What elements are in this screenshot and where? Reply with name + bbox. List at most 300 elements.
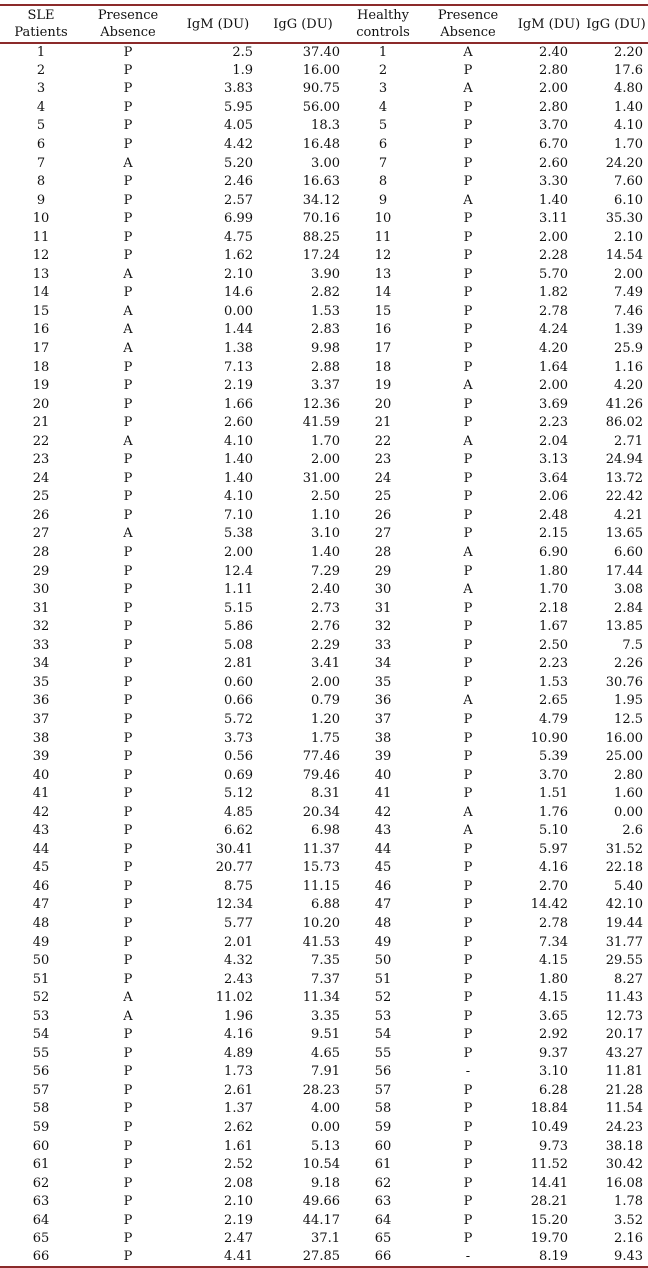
- sle-patient-id-cell: 58: [32, 1101, 50, 1117]
- sle-igm-cell: 4.16: [224, 1027, 253, 1043]
- sle-igg-cell: 17.24: [302, 248, 340, 264]
- sle-igg-cell: 37.1: [311, 1231, 340, 1247]
- table-body: [0, 43, 648, 1267]
- sle-igg-cell: 6.88: [311, 897, 340, 913]
- table-row: [0, 136, 648, 155]
- control-id-cell: 16: [374, 322, 392, 338]
- control-presence-cell: P: [463, 118, 473, 134]
- sle-presence-cell: P: [123, 229, 133, 245]
- control-presence-cell: P: [463, 934, 473, 950]
- control-id-cell: 9: [378, 192, 388, 208]
- table-row: [0, 655, 648, 674]
- sle-igg-cell: 0.00: [311, 1119, 340, 1135]
- control-id-cell: 61: [374, 1157, 392, 1173]
- control-presence-cell: A: [463, 81, 473, 97]
- control-igg-cell: 29.55: [605, 953, 643, 969]
- control-id-cell: 17: [374, 341, 392, 357]
- sle-igg-cell: 18.3: [311, 118, 340, 134]
- control-presence-cell: P: [463, 897, 473, 913]
- sle-igg-cell: 2.00: [311, 452, 340, 468]
- sle-patient-id-cell: 9: [36, 192, 46, 208]
- control-id-cell: 60: [374, 1138, 392, 1154]
- sle-igm-cell: 2.60: [224, 415, 253, 431]
- sle-patient-id-cell: 16: [32, 322, 50, 338]
- control-presence-cell: P: [463, 1027, 473, 1043]
- sle-presence-cell: P: [123, 823, 133, 839]
- table-row: [0, 711, 648, 730]
- sle-patient-id-cell: 18: [32, 359, 50, 375]
- control-id-cell: 25: [374, 489, 392, 505]
- control-presence-cell: P: [463, 359, 473, 375]
- control-igm-cell: 2.28: [539, 248, 568, 264]
- control-presence-cell: P: [463, 786, 473, 802]
- sle-presence-cell: P: [123, 1194, 133, 1210]
- control-igm-cell: 5.97: [539, 841, 568, 857]
- sle-presence-cell: P: [123, 693, 133, 709]
- table-row: [0, 99, 648, 118]
- control-igm-cell: 2.18: [539, 600, 568, 616]
- sle-igm-cell: 5.72: [224, 711, 253, 727]
- control-id-cell: 12: [374, 248, 392, 264]
- control-igg-cell: 7.49: [614, 285, 643, 301]
- sle-igm-cell: 1.73: [224, 1064, 253, 1080]
- sle-patient-id-cell: 54: [32, 1027, 50, 1043]
- sle-patient-id-cell: 12: [32, 248, 50, 264]
- sle-igm-cell: 1.40: [224, 470, 253, 486]
- control-igg-cell: 35.30: [605, 211, 643, 227]
- control-id-cell: 18: [374, 359, 392, 375]
- sle-patient-id-cell: 49: [32, 934, 50, 950]
- sle-presence-cell: P: [123, 174, 133, 190]
- control-presence-cell: A: [463, 582, 473, 598]
- sle-presence-cell: P: [123, 1101, 133, 1117]
- control-presence-cell: P: [463, 266, 473, 282]
- table-row: [0, 1026, 648, 1045]
- sle-igg-cell: 1.20: [311, 711, 340, 727]
- sle-igm-cell: 1.96: [224, 1008, 253, 1024]
- control-presence-cell: A: [463, 378, 473, 394]
- sle-presence-cell: P: [123, 44, 133, 60]
- table-row: [0, 896, 648, 915]
- sle-presence-cell: P: [123, 1157, 133, 1173]
- control-igm-cell: 2.00: [539, 378, 568, 394]
- control-presence-cell: P: [463, 137, 473, 152]
- control-igg-cell: 4.20: [614, 378, 643, 394]
- table-row: [0, 1137, 648, 1156]
- sle-igm-cell: 2.62: [224, 1119, 253, 1135]
- control-igg-cell: 43.27: [605, 1045, 643, 1061]
- sle-igm-cell: 5.86: [224, 619, 253, 635]
- control-igm-cell: 1.80: [539, 971, 568, 987]
- sle-presence-cell: P: [123, 637, 133, 653]
- sle-presence-cell: P: [123, 81, 133, 97]
- control-igm-cell: 1.80: [539, 563, 568, 579]
- control-presence-cell: P: [463, 953, 473, 969]
- table-row: [0, 1007, 648, 1026]
- control-presence-cell: P: [463, 322, 473, 338]
- sle-igg-cell: 34.12: [302, 192, 340, 208]
- sle-igm-cell: 1.62: [224, 248, 253, 264]
- sle-igg-cell: 7.91: [311, 1064, 340, 1080]
- sle-patient-id-cell: 53: [32, 1008, 50, 1024]
- sle-patient-id-cell: 64: [32, 1212, 50, 1228]
- table-row: [0, 191, 648, 210]
- sle-igg-cell: 4.00: [311, 1101, 340, 1117]
- sle-igg-cell: 16.48: [302, 137, 340, 152]
- control-igm-cell: 2.15: [539, 526, 568, 542]
- sle-igg-cell: 90.75: [302, 81, 340, 97]
- sle-igm-cell: 3.83: [224, 81, 253, 97]
- control-igm-cell: 4.24: [539, 322, 568, 338]
- control-igm-cell: 2.23: [539, 415, 568, 431]
- control-igg-cell: 2.20: [614, 44, 643, 60]
- sle-presence-cell: P: [123, 452, 133, 468]
- control-igg-cell: 0.00: [614, 804, 643, 820]
- control-igm-cell: 9.73: [539, 1138, 568, 1154]
- sle-igm-cell: 7.10: [224, 507, 253, 523]
- control-igm-cell: 1.82: [539, 285, 568, 301]
- control-presence-cell: P: [463, 1045, 473, 1061]
- sle-igm-cell: 2.52: [224, 1157, 253, 1173]
- sle-patient-id-cell: 38: [32, 730, 50, 746]
- control-presence-cell: P: [463, 767, 473, 783]
- table-row: [0, 321, 648, 340]
- control-igm-cell: 6.28: [539, 1082, 568, 1098]
- control-igg-cell: 1.95: [614, 693, 643, 709]
- table-row: [0, 432, 648, 451]
- control-id-cell: 44: [374, 841, 392, 857]
- sle-igm-cell: 20.77: [215, 860, 253, 876]
- table-row: [0, 729, 648, 748]
- header-presence-absence-controls: Presence Absence: [437, 8, 499, 40]
- sle-igm-cell: 6.62: [224, 823, 253, 839]
- sle-presence-cell: P: [123, 248, 133, 264]
- sle-patient-id-cell: 13: [32, 266, 50, 282]
- control-id-cell: 36: [374, 693, 392, 709]
- sle-igm-cell: 0.60: [224, 674, 253, 690]
- table-row: [0, 173, 648, 192]
- sle-patient-id-cell: 63: [32, 1194, 50, 1210]
- control-presence-cell: A: [463, 433, 473, 449]
- sle-igg-cell: 41.53: [302, 934, 340, 950]
- sle-patient-id-cell: 50: [32, 953, 50, 969]
- control-igm-cell: 2.00: [539, 81, 568, 97]
- sle-patient-id-cell: 35: [32, 674, 50, 690]
- table-row: [0, 228, 648, 247]
- table-row: [0, 470, 648, 489]
- control-presence-cell: P: [463, 303, 473, 319]
- sle-presence-cell: P: [123, 470, 133, 486]
- sle-patient-id-cell: 11: [32, 229, 50, 245]
- sle-igg-cell: 9.98: [311, 341, 340, 357]
- control-igg-cell: 2.00: [614, 266, 643, 282]
- control-igg-cell: 4.10: [614, 118, 643, 134]
- control-igg-cell: 7.46: [614, 303, 643, 319]
- control-presence-cell: P: [463, 1194, 473, 1210]
- sle-patient-id-cell: 19: [32, 378, 50, 394]
- control-id-cell: 49: [374, 934, 392, 950]
- control-igm-cell: 1.40: [539, 192, 568, 208]
- table-row: [0, 1230, 648, 1249]
- control-igm-cell: 2.80: [539, 99, 568, 115]
- control-igm-cell: 3.65: [539, 1008, 568, 1024]
- sle-presence-cell: P: [123, 841, 133, 857]
- table-row: [0, 1063, 648, 1082]
- sle-patient-id-cell: 20: [32, 396, 50, 412]
- sle-presence-cell: P: [123, 953, 133, 969]
- control-igm-cell: 3.70: [539, 767, 568, 783]
- sle-igg-cell: 10.20: [302, 915, 340, 931]
- control-igm-cell: 2.40: [539, 44, 568, 60]
- sle-patient-id-cell: 59: [32, 1119, 50, 1135]
- control-presence-cell: -: [465, 1064, 471, 1080]
- sle-patient-id-cell: 6: [36, 137, 46, 152]
- table-row: [0, 933, 648, 952]
- control-igm-cell: 4.15: [539, 953, 568, 969]
- control-id-cell: 50: [374, 953, 392, 969]
- control-id-cell: 34: [374, 656, 392, 672]
- control-igg-cell: 21.28: [605, 1082, 643, 1098]
- sle-igm-cell: 4.89: [224, 1045, 253, 1061]
- sle-igg-cell: 2.76: [311, 619, 340, 635]
- control-igm-cell: 14.41: [530, 1175, 568, 1191]
- control-igg-cell: 2.80: [614, 767, 643, 783]
- sle-presence-cell: P: [123, 897, 133, 913]
- control-igm-cell: 1.53: [539, 674, 568, 690]
- control-igm-cell: 1.67: [539, 619, 568, 635]
- sle-patient-id-cell: 33: [32, 637, 50, 653]
- control-igg-cell: 12.73: [605, 1008, 643, 1024]
- control-igm-cell: 2.65: [539, 693, 568, 709]
- control-presence-cell: P: [463, 470, 473, 486]
- control-igg-cell: 25.00: [605, 749, 643, 765]
- sle-patient-id-cell: 17: [32, 341, 50, 357]
- table-row: [0, 1100, 648, 1119]
- control-id-cell: 58: [374, 1101, 392, 1117]
- control-presence-cell: A: [463, 804, 473, 820]
- sle-patient-id-cell: 26: [32, 507, 50, 523]
- control-igg-cell: 2.16: [614, 1231, 643, 1247]
- control-presence-cell: A: [463, 693, 473, 709]
- control-presence-cell: A: [463, 545, 473, 561]
- table-row: [0, 989, 648, 1008]
- table-row: [0, 674, 648, 693]
- control-igg-cell: 12.5: [614, 711, 643, 727]
- sle-patient-id-cell: 37: [32, 711, 50, 727]
- control-igg-cell: 22.18: [605, 860, 643, 876]
- sle-igm-cell: 8.75: [224, 878, 253, 894]
- control-igg-cell: 24.94: [605, 452, 643, 468]
- header-igg-sle: IgG (DU): [273, 16, 333, 32]
- sle-igm-cell: 2.01: [224, 934, 253, 950]
- sle-igm-cell: 2.10: [224, 1194, 253, 1210]
- control-igm-cell: 2.06: [539, 489, 568, 505]
- sle-igm-cell: 1.61: [224, 1138, 253, 1154]
- sle-igm-cell: 4.10: [224, 433, 253, 449]
- sle-igg-cell: 8.31: [311, 786, 340, 802]
- control-igm-cell: 3.70: [539, 118, 568, 134]
- data-table: [0, 4, 648, 1268]
- table-row: [0, 544, 648, 563]
- sle-patient-id-cell: 43: [32, 823, 50, 839]
- sle-igm-cell: 12.34: [215, 897, 253, 913]
- control-id-cell: 4: [378, 99, 388, 115]
- table-row: [0, 1082, 648, 1101]
- sle-igg-cell: 15.73: [302, 860, 340, 876]
- control-presence-cell: P: [463, 526, 473, 542]
- sle-patient-id-cell: 36: [32, 693, 50, 709]
- control-igg-cell: 7.5: [622, 637, 643, 653]
- sle-igg-cell: 2.29: [311, 637, 340, 653]
- control-presence-cell: A: [463, 44, 473, 60]
- control-igg-cell: 4.21: [614, 507, 643, 523]
- sle-igg-cell: 49.66: [302, 1194, 340, 1210]
- sle-patient-id-cell: 8: [36, 174, 46, 190]
- sle-presence-cell: P: [123, 563, 133, 579]
- control-id-cell: 28: [374, 545, 392, 561]
- control-igm-cell: 4.15: [539, 990, 568, 1006]
- sle-igg-cell: 88.25: [302, 229, 340, 245]
- sle-presence-cell: P: [123, 1045, 133, 1061]
- sle-igg-cell: 16.00: [302, 62, 340, 78]
- sle-igm-cell: 6.99: [224, 211, 253, 227]
- table-row: [0, 414, 648, 433]
- control-presence-cell: P: [463, 1157, 473, 1173]
- control-igm-cell: 11.52: [530, 1157, 568, 1173]
- sle-igg-cell: 31.00: [302, 470, 340, 486]
- control-igm-cell: 1.76: [539, 804, 568, 820]
- sle-igg-cell: 7.37: [311, 971, 340, 987]
- header-igm-sle: IgM (DU): [186, 16, 250, 32]
- header-igm-controls: IgM (DU): [517, 16, 581, 32]
- control-presence-cell: A: [463, 823, 473, 839]
- control-presence-cell: P: [463, 341, 473, 357]
- sle-igg-cell: 11.37: [302, 841, 340, 857]
- control-igm-cell: 3.10: [539, 1064, 568, 1080]
- control-id-cell: 24: [374, 470, 392, 486]
- sle-igm-cell: 11.02: [215, 990, 253, 1006]
- sle-patient-id-cell: 42: [32, 804, 50, 820]
- control-presence-cell: P: [463, 452, 473, 468]
- sle-igm-cell: 2.19: [224, 1212, 253, 1228]
- control-id-cell: 26: [374, 507, 392, 523]
- sle-igg-cell: 3.00: [311, 155, 340, 171]
- sle-patient-id-cell: 60: [32, 1138, 50, 1154]
- control-igg-cell: 5.40: [614, 878, 643, 894]
- sle-igm-cell: 2.43: [224, 971, 253, 987]
- control-id-cell: 33: [374, 637, 392, 653]
- sle-presence-cell: P: [123, 600, 133, 616]
- control-igg-cell: 1.60: [614, 786, 643, 802]
- sle-igg-cell: 2.00: [311, 674, 340, 690]
- table-row: [0, 1156, 648, 1175]
- control-id-cell: 48: [374, 915, 392, 931]
- table-row: [0, 247, 648, 266]
- sle-patient-id-cell: 4: [36, 99, 46, 115]
- sle-presence-cell: P: [123, 62, 133, 78]
- control-igg-cell: 7.60: [614, 174, 643, 190]
- table-row: [0, 637, 648, 656]
- sle-patient-id-cell: 39: [32, 749, 50, 765]
- table-row: [0, 154, 648, 173]
- control-igm-cell: 4.16: [539, 860, 568, 876]
- sle-presence-cell: P: [123, 507, 133, 523]
- table-row: [0, 1119, 648, 1138]
- table-row: [0, 785, 648, 804]
- sle-igm-cell: 3.73: [224, 730, 253, 746]
- header-row: [0, 5, 648, 43]
- sle-igm-cell: 4.41: [224, 1249, 253, 1265]
- table-row: [0, 266, 648, 285]
- table-row: [0, 748, 648, 767]
- control-presence-cell: P: [463, 507, 473, 523]
- table-row: [0, 822, 648, 841]
- sle-igg-cell: 11.34: [302, 990, 340, 1006]
- sle-igm-cell: 5.38: [224, 526, 253, 542]
- sle-igg-cell: 56.00: [302, 99, 340, 115]
- table-row: [0, 1174, 648, 1193]
- sle-patient-id-cell: 55: [32, 1045, 50, 1061]
- control-igg-cell: 6.10: [614, 192, 643, 208]
- sle-igg-cell: 1.70: [311, 433, 340, 449]
- control-igm-cell: 2.78: [539, 915, 568, 931]
- sle-igm-cell: 5.95: [224, 99, 253, 115]
- sle-presence-cell: P: [123, 489, 133, 505]
- sle-igg-cell: 3.90: [311, 266, 340, 282]
- control-id-cell: 15: [374, 303, 392, 319]
- control-presence-cell: P: [463, 396, 473, 412]
- control-id-cell: 6: [378, 137, 388, 152]
- table-row: [0, 62, 648, 81]
- control-presence-cell: P: [463, 730, 473, 746]
- sle-presence-cell: P: [123, 878, 133, 894]
- control-igg-cell: 38.18: [605, 1138, 643, 1154]
- control-igm-cell: 5.10: [539, 823, 568, 839]
- sle-patient-id-cell: 47: [32, 897, 50, 913]
- sle-igg-cell: 44.17: [302, 1212, 340, 1228]
- sle-igm-cell: 2.00: [224, 545, 253, 561]
- control-presence-cell: P: [463, 600, 473, 616]
- control-igm-cell: 4.20: [539, 341, 568, 357]
- control-igm-cell: 6.70: [539, 137, 568, 152]
- control-igm-cell: 2.50: [539, 637, 568, 653]
- sle-igg-cell: 1.75: [311, 730, 340, 746]
- control-igm-cell: 2.70: [539, 878, 568, 894]
- table-row: [0, 80, 648, 99]
- control-id-cell: 32: [374, 619, 392, 635]
- sle-presence-cell: P: [123, 730, 133, 746]
- sle-igg-cell: 3.41: [311, 656, 340, 672]
- control-igg-cell: 9.43: [614, 1249, 643, 1265]
- sle-igg-cell: 7.29: [311, 563, 340, 579]
- control-igm-cell: 8.19: [539, 1249, 568, 1265]
- control-igg-cell: 1.40: [614, 99, 643, 115]
- control-igm-cell: 4.79: [539, 711, 568, 727]
- control-igg-cell: 13.85: [605, 619, 643, 635]
- sle-igm-cell: 2.08: [224, 1175, 253, 1191]
- control-igm-cell: 3.13: [539, 452, 568, 468]
- control-igg-cell: 14.54: [605, 248, 643, 264]
- control-igm-cell: 28.21: [530, 1194, 568, 1210]
- control-presence-cell: P: [463, 1175, 473, 1191]
- sle-igg-cell: 28.23: [302, 1082, 340, 1098]
- control-id-cell: 22: [374, 433, 392, 449]
- sle-igg-cell: 12.36: [302, 396, 340, 412]
- control-igm-cell: 2.00: [539, 229, 568, 245]
- control-presence-cell: P: [463, 415, 473, 431]
- sle-igm-cell: 1.40: [224, 452, 253, 468]
- sle-igg-cell: 9.51: [311, 1027, 340, 1043]
